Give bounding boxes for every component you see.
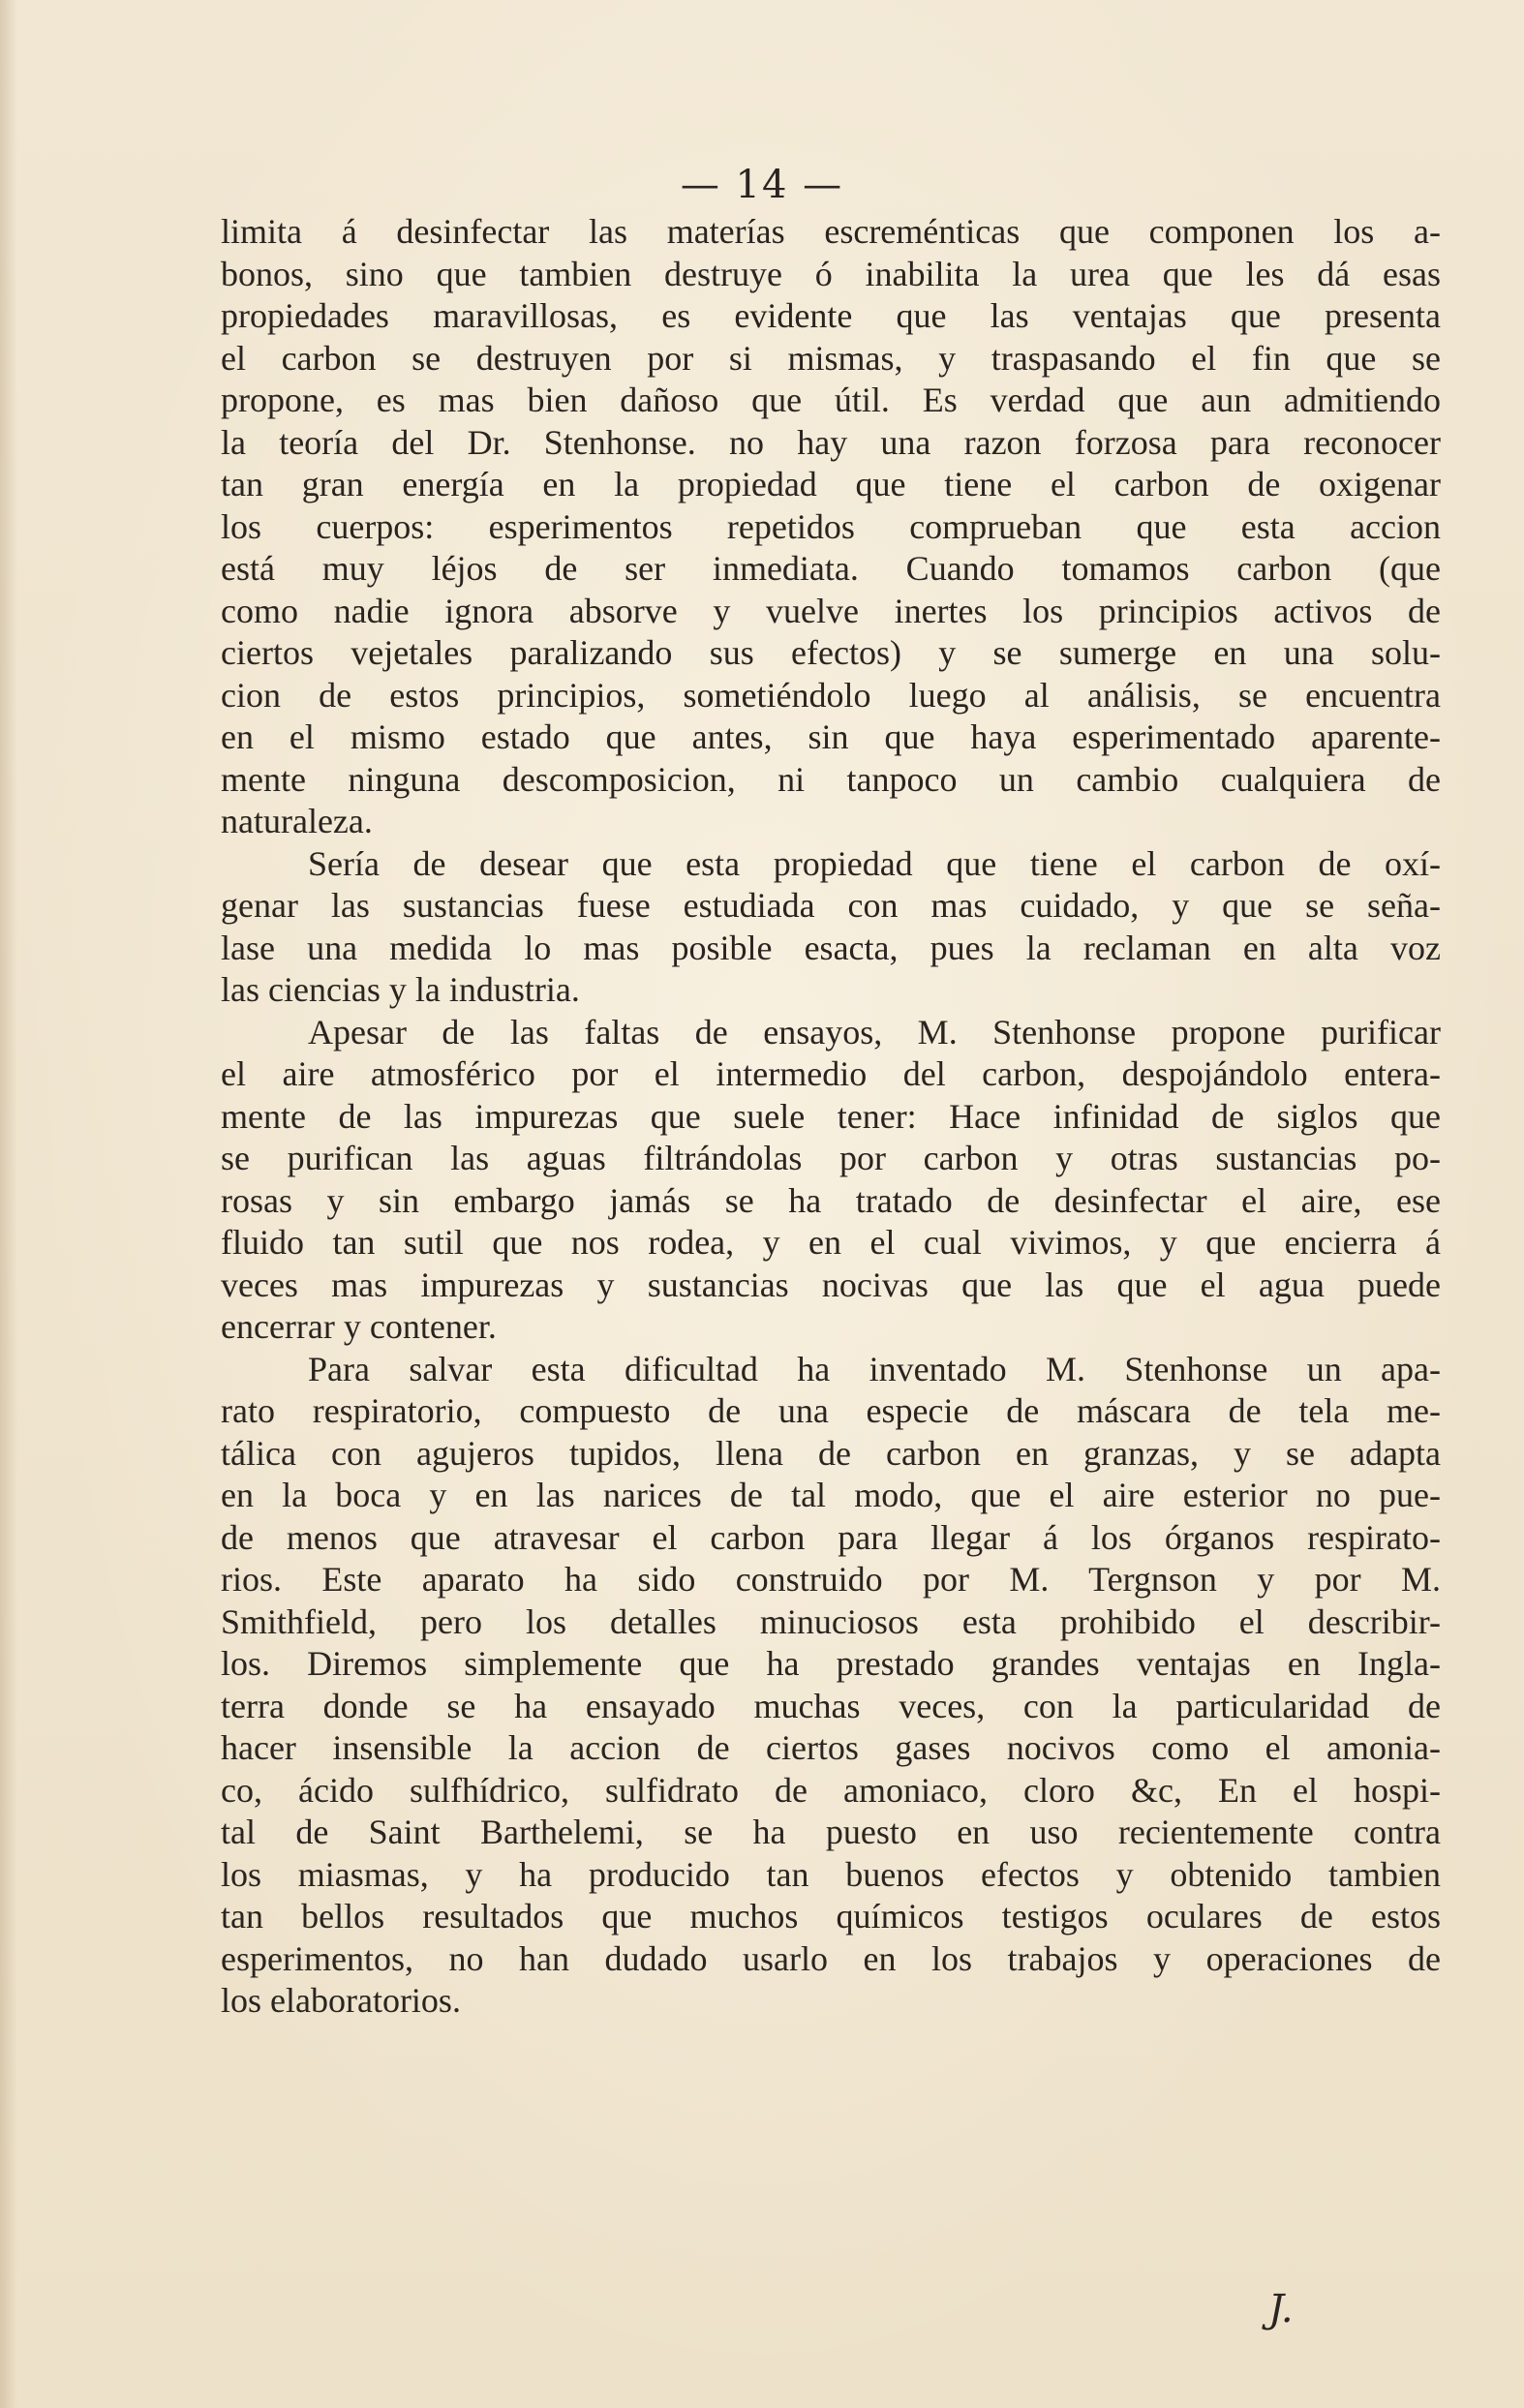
text-line: el carbon se destruyen por si mismas, y traspasando el fin que se [221,338,1441,378]
text-line: en la boca y en las narices de tal modo, que el aire esterior no pue- [221,1476,1441,1514]
text-line: esperimentos, no han dudado usarlo en los trabajos y operaciones de [221,1938,1441,1978]
text-line: los elaboratorios. [221,1981,461,2020]
text-line: genar las sustancias fuese estudiada con mas cuidado, y que se seña- [221,886,1441,925]
text-line: tálica con agujeros tupidos, llena de carbon en granzas, y se adapta [221,1433,1441,1473]
text-line: tan gran energía en la propiedad que tiene el carbon de oxigenar [221,465,1441,503]
body-text [221,211,1441,2023]
text-line: mente ninguna descomposicion, ni tanpoco un cambio cualquiera de [221,759,1441,799]
text-line: en el mismo estado que antes, sin que haya esperimentado aparente- [221,717,1441,756]
text-line: de menos que atravesar el carbon para llegar á los órganos respirato- [221,1517,1441,1557]
text-line: Sería de desear que esta propiedad que tiene el carbon de oxí- [308,843,1441,883]
text-line: el aire atmosférico por el intermedio del carbon, despojándolo entera- [221,1054,1441,1093]
text-line: bonos, sino que tambien destruye ó inabilita la urea que les dá esas [221,254,1441,293]
text-line: los cuerpos: esperimentos repetidos comprueban que esta accion [221,506,1441,546]
text-line: fluido tan sutil que nos rodea, y en el cual vivimos, y que encierra á [221,1223,1441,1262]
text-line: mente de las impurezas que suele tener: Hace infinidad de siglos que [221,1096,1441,1136]
page-number: — 14 — [680,163,844,207]
text-line: los miasmas, y ha producido tan buenos efectos y obtenido tambien [221,1854,1441,1894]
text-line: como nadie ignora absorve y vuelve inertes los principios activos de [221,591,1441,630]
text-line: rosas y sin embargo jamás se ha tratado de desinfectar el aire, ese [221,1180,1441,1220]
text-line: Smithfield, pero los detalles minuciosos esta prohibido el describir- [221,1601,1441,1641]
author-signature: J. [1268,2287,1294,2332]
text-line: la teoría del Dr. Stenhonse. no hay una razon forzosa para reconocer [221,422,1441,462]
text-line: hacer insensible la accion de ciertos gases nocivos como el amonia- [221,1728,1441,1767]
text-line: naturaleza. [221,802,373,840]
text-line: propiedades maravillosas, es evidente que las ventajas que presenta [221,296,1441,335]
text-line: propone, es mas bien dañoso que útil. Es verdad que aun admitiendo [221,381,1441,419]
text-line: rato respiratorio, compuesto de una especie de máscara de tela me- [221,1391,1441,1430]
text-line: encerrar y contener. [221,1307,497,1346]
text-line: tal de Saint Barthelemi, se ha puesto en uso recientemente contra [221,1813,1441,1851]
text-line: veces mas impurezas y sustancias nocivas que las que el agua puede [221,1265,1441,1304]
text-line: rios. Este aparato ha sido construido por M. Tergnson y por M. [221,1560,1441,1599]
text-line: cion de estos principios, sometiéndolo luego al análisis, se encuentra [221,675,1441,715]
text-line: terra donde se ha ensayado muchas veces, con la particularidad de [221,1686,1441,1725]
text-line: Para salvar esta dificultad ha inventado M. Stenhonse un apa- [308,1349,1441,1388]
text-line: tan bellos resultados que muchos químicos testigos oculares de estos [221,1897,1441,1936]
text-line: limita á desinfectar las materías escreménticas que componen los a- [221,212,1441,251]
text-line: las ciencias y la industria. [221,970,580,1009]
text-line: se purifican las aguas filtrándolas por carbon y otras sustancias po- [221,1139,1441,1177]
text-line: ciertos vejetales paralizando sus efectos) y se sumerge en una solu- [221,633,1441,672]
text-line: está muy léjos de ser inmediata. Cuando tomamos carbon (que [221,549,1441,588]
page-edge-shadow [0,0,17,2408]
text-line: lase una medida lo mas posible esacta, pues la reclaman en alta voz [221,928,1441,967]
text-line: Apesar de las faltas de ensayos, M. Stenhonse propone purificar [308,1012,1441,1052]
text-line: los. Diremos simplemente que ha prestado grandes ventajas en Ingla- [221,1644,1441,1683]
text-line: co, ácido sulfhídrico, sulfidrato de amoniaco, cloro &c, En el hospi- [221,1770,1441,1810]
